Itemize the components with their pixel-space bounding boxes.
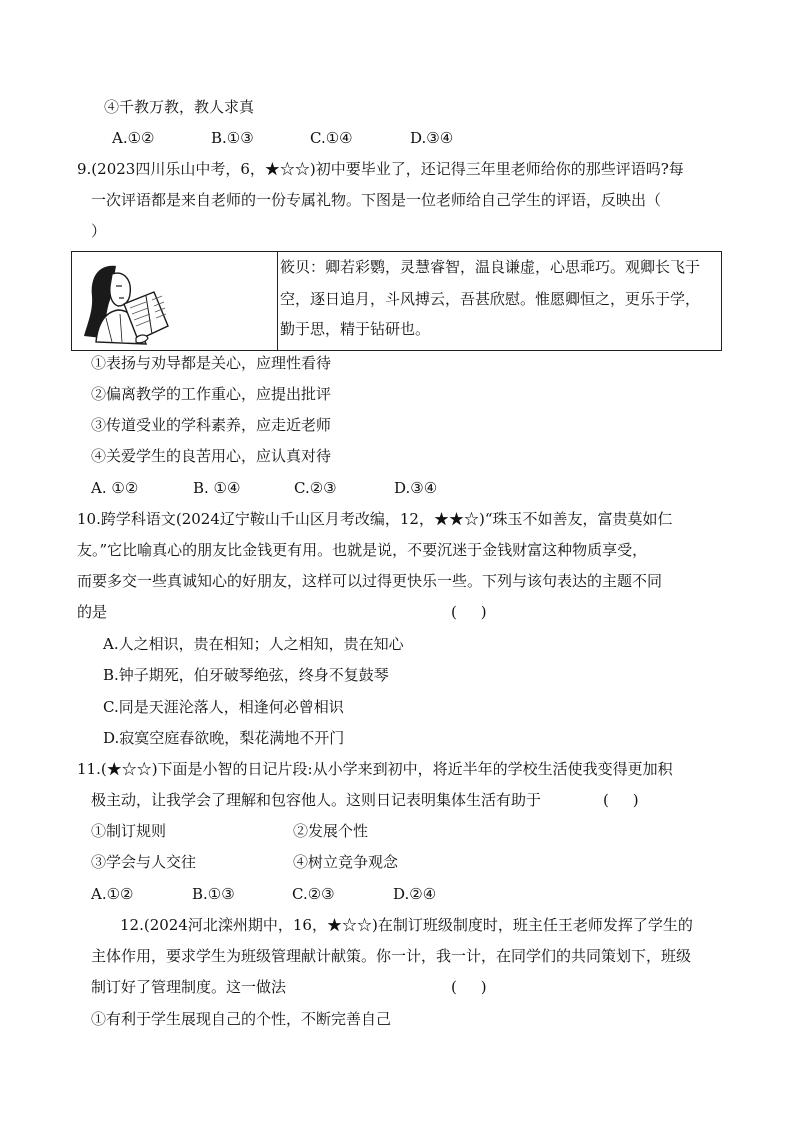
q11-statement-1: ①制订规则 bbox=[91, 822, 167, 840]
q9-option-a[interactable]: A. ①② bbox=[91, 479, 139, 497]
q10-line-2: 友。”它比喻真心的朋友比金钱更有用。也就是说，不要沉迷于金钱财富这种物质享受， bbox=[77, 541, 648, 559]
q12-line-3: 制订好了管理制度。这一做法 bbox=[91, 978, 287, 996]
q11-answer-blank[interactable]: ( ) bbox=[603, 791, 639, 809]
options-row bbox=[112, 128, 512, 148]
q10-line-1: 10.跨学科语文(2024辽宁鞍山千山区月考改编，12，★★☆)“珠玉不如善友，富贵莫如仁 bbox=[77, 510, 673, 528]
q9-statement-4: ④关爱学生的良苦用心，应认真对待 bbox=[91, 447, 332, 465]
q10-choice-c[interactable]: C.同是天涯沦落人，相逢何必曾相识 bbox=[103, 698, 344, 716]
q11-option-c[interactable]: C.②③ bbox=[292, 885, 335, 903]
q11-line-1: 11.(★☆☆)下面是小智的日记片段:从小学来到初中，将近半年的学校生活使我变得更加积 bbox=[77, 760, 673, 778]
q10-line-3: 而要多交一些真诚知心的好朋友，这样可以过得更快乐一些。下列与该句表达的主题不同 bbox=[77, 572, 663, 590]
reading-girl-illustration bbox=[76, 256, 172, 346]
comment-line-2: 空，逐日追月，斗风搏云，吾甚欣慰。惟愿卿恒之，更乐于学， bbox=[280, 290, 701, 308]
q10-choice-a[interactable]: A.人之相识，贵在相知；人之相知，贵在知心 bbox=[103, 635, 404, 653]
option-a[interactable]: A.①② bbox=[112, 129, 155, 147]
q12-line-1: 12.(2024河北滦州期中，16，★☆☆)在制订班级制度时，班主任王老师发挥了学生的 bbox=[120, 916, 693, 934]
option-d[interactable]: D.③④ bbox=[410, 129, 454, 147]
q9-statement-3: ③传道受业的学科素养，应走近老师 bbox=[91, 416, 332, 434]
q11-statement-2: ②发展个性 bbox=[293, 822, 369, 840]
comment-line-1: 筱贝：卿若彩鹦，灵慧睿智，温良谦虚，心思乖巧。观卿长飞于 bbox=[280, 258, 701, 276]
q12-line-2: 主体作用，要求学生为班级管理献计献策。你一计，我一计，在同学们的共同策划下，班级 bbox=[91, 947, 692, 965]
q9-option-d[interactable]: D.③④ bbox=[394, 479, 438, 497]
box-divider bbox=[277, 252, 278, 350]
comment-line-3: 勤于思，精于钻研也。 bbox=[280, 320, 431, 338]
q11-option-d[interactable]: D.②④ bbox=[393, 885, 437, 903]
q9-statement-2: ②偏离教学的工作重心，应提出批评 bbox=[91, 385, 332, 403]
q12-statement-1: ①有利于学生展现自己的个性，不断完善自己 bbox=[91, 1010, 392, 1028]
q12-answer-blank[interactable]: ( ) bbox=[451, 978, 487, 996]
q9-option-b[interactable]: B. ①④ bbox=[193, 479, 241, 497]
q11-option-a[interactable]: A.①② bbox=[91, 885, 134, 903]
q10-choice-b[interactable]: B.钟子期死，伯牙破琴绝弦，终身不复鼓琴 bbox=[103, 666, 389, 684]
q10-choice-d[interactable]: D.寂寞空庭春欲晚，梨花满地不开门 bbox=[103, 729, 345, 747]
q11-option-b[interactable]: B.①③ bbox=[192, 885, 235, 903]
q10-line-4: 的是 bbox=[77, 603, 108, 621]
q11-statement-4: ④树立竞争观念 bbox=[293, 853, 399, 871]
q11-options-row bbox=[91, 884, 491, 904]
q9-line-2: 一次评语都是来自老师的一份专属礼物。下图是一位老师给自己学生的评语，反映出（ bbox=[91, 191, 662, 209]
q9-line-1: 9.(2023四川乐山中考，6，★☆☆)初中要毕业了，还记得三年里老师给你的那些评语吗?每 bbox=[77, 160, 684, 178]
option-b[interactable]: B.①③ bbox=[211, 129, 254, 147]
q11-statement-3: ③学会与人交往 bbox=[91, 853, 197, 871]
q10-answer-blank[interactable]: ( ) bbox=[451, 603, 487, 621]
q11-line-2: 极主动，让我学会了理解和包容他人。这则日记表明集体生活有助于 bbox=[91, 791, 542, 809]
statement-4: ④千教万教，教人求真 bbox=[104, 98, 255, 116]
q9-line-3: ） bbox=[91, 222, 107, 240]
teacher-comment-box bbox=[71, 251, 722, 351]
q9-options-row bbox=[91, 478, 491, 498]
option-c[interactable]: C.①④ bbox=[310, 129, 353, 147]
q9-statement-1: ①表扬与劝导都是关心，应理性看待 bbox=[91, 354, 332, 372]
q9-option-c[interactable]: C.②③ bbox=[294, 479, 337, 497]
